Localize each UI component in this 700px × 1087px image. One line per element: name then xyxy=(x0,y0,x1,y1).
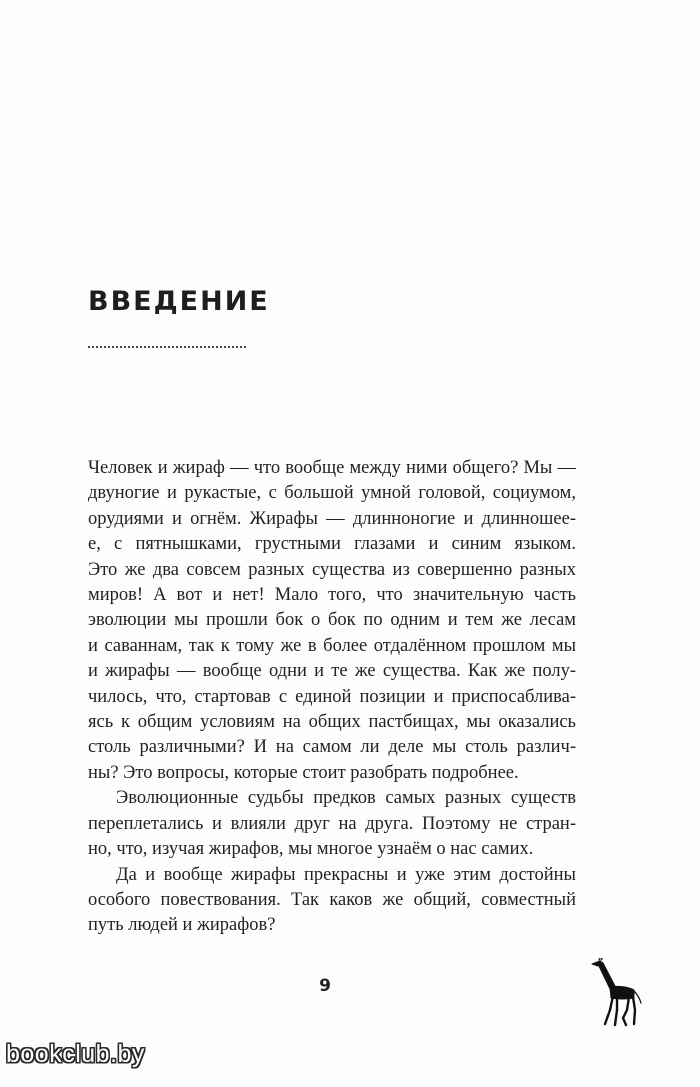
text-line: столь различными? И на самом ли деле мы столь различ- xyxy=(88,737,576,758)
text-line: ясь к общим условиям на общих пастбищах, мы оказались xyxy=(88,712,576,733)
paragraph-3 xyxy=(88,863,576,939)
text-line: переплетались и влияли друг на друга. Поэтому не стран- xyxy=(88,813,576,834)
text-line: ны? Это вопросы, которые стоит разобрать подробнее. xyxy=(88,762,519,783)
text-line: Человек и жираф — что вообще между ними общего? Мы — xyxy=(88,458,576,478)
text-line: но, что, изучая жирафов, мы многое узнаём о нас самих. xyxy=(88,839,534,860)
watermark: bookclub.by xyxy=(6,1040,145,1068)
text-line: орудиями и огнём. Жирафы — длинноногие и длинношее- xyxy=(88,508,576,529)
paragraph-1 xyxy=(88,456,576,786)
text-line: Эволюционные судьбы предков самых разных существ xyxy=(116,788,576,809)
text-line: чилось, что, стартовав с единой позиции и приспосаблива- xyxy=(88,686,576,707)
paragraph-2 xyxy=(88,786,576,862)
text-line: эволюции мы прошли бок о бок по одним и тем же лесам xyxy=(88,610,576,631)
text-line: особого повествования. Так каков же общий, совместный xyxy=(88,889,576,910)
text-line: миров! А вот и нет! Мало того, что значительную часть xyxy=(88,585,576,606)
text-line: путь людей и жирафов? xyxy=(88,915,276,936)
page-number: 9 xyxy=(319,976,331,996)
chapter-title: ВВЕДЕНИЕ xyxy=(88,286,270,317)
giraffe-icon xyxy=(586,958,646,1028)
title-underline xyxy=(88,346,246,348)
text-line: Это же два совсем разных существа из совершенно разных xyxy=(88,559,576,580)
chapter-body xyxy=(88,456,576,939)
text-line: двуногие и рукастые, с большой умной головой, социумом, xyxy=(88,483,576,504)
text-line: и саваннам, так к тому же в более отдалённом прошлом мы xyxy=(88,635,576,656)
text-line: Да и вообще жирафы прекрасны и уже этим достойны xyxy=(116,864,576,885)
text-line: и жирафы — вообще одни и те же существа. Как же полу- xyxy=(88,661,576,682)
text-line: е, с пятнышками, грустными глазами и синим языком. xyxy=(88,534,576,555)
